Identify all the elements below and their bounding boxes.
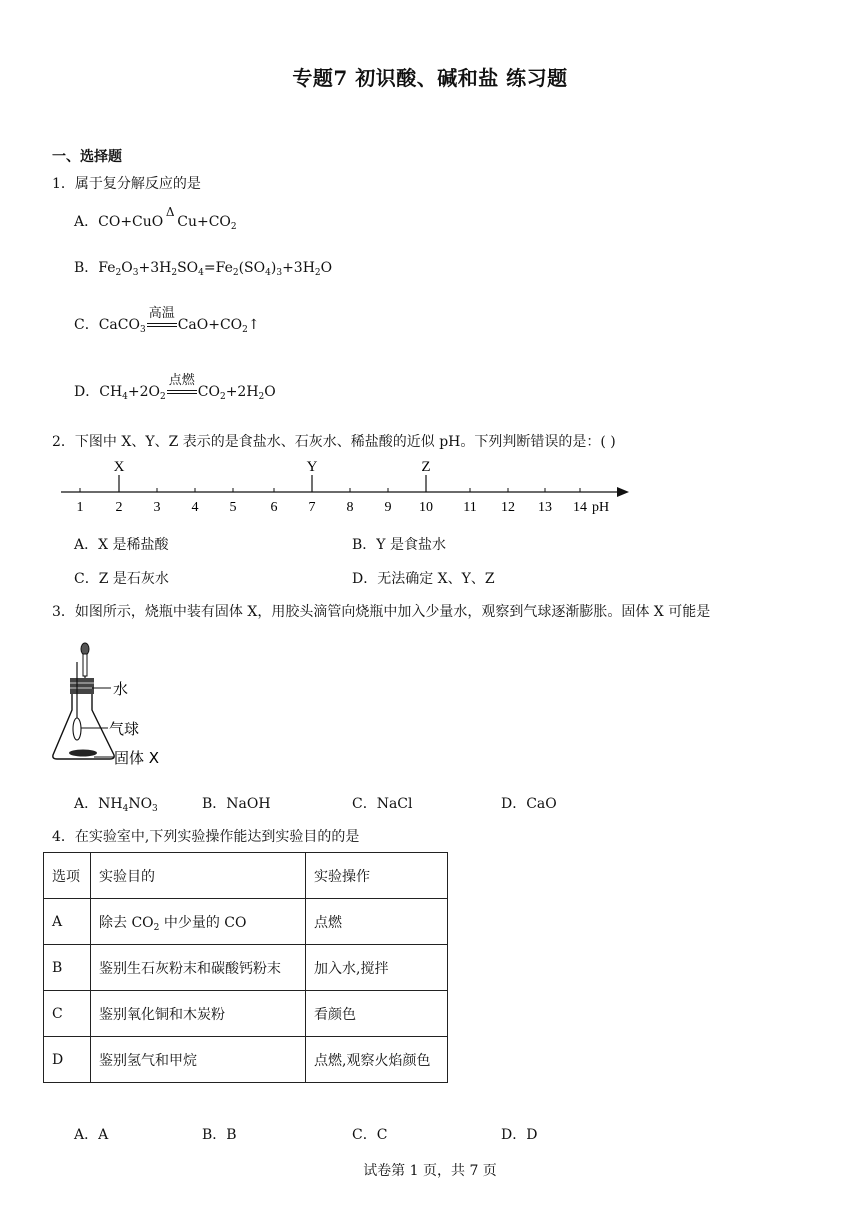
- subscript: 2: [258, 392, 265, 402]
- heat-symbol: Δ: [165, 205, 175, 219]
- subscript: 4: [265, 268, 271, 278]
- section-heading: 一、选择题: [52, 149, 122, 165]
- cell-operation: 加入水,搅拌: [306, 945, 448, 991]
- formula-part: +2H: [225, 384, 259, 400]
- q2-option-c[interactable]: C．Z 是石灰水: [74, 571, 169, 587]
- label-solid: 固体 X: [114, 749, 160, 767]
- ph-tick-label: 11: [463, 500, 477, 515]
- formula-part: CH: [99, 384, 123, 400]
- q1-option-a[interactable]: [74, 205, 237, 232]
- goal-text: 中少量的 CO: [159, 914, 247, 931]
- formula-part: NO: [128, 796, 153, 812]
- table-row: [44, 991, 448, 1037]
- condition-label: 点燃: [168, 373, 195, 388]
- subscript: 2: [242, 325, 248, 335]
- formula-part: A．NH: [74, 796, 123, 812]
- subscript: 3: [276, 268, 283, 278]
- formula-part: SO: [177, 260, 199, 276]
- subscript: 4: [198, 268, 204, 278]
- option-prefix: D．: [74, 384, 100, 400]
- table-row: [44, 1037, 448, 1083]
- subscript: 2: [219, 392, 226, 402]
- cell-option: A: [44, 899, 91, 945]
- cell-operation: 看颜色: [306, 991, 448, 1037]
- cell-goal: 鉴别氢气和甲烷: [91, 1037, 306, 1083]
- formula-part: +2O: [127, 384, 161, 400]
- question-4-stem: 4．在实验室中,下列实验操作能达到实验目的的是: [52, 829, 360, 845]
- label-water: 水: [113, 680, 129, 698]
- q1-option-c[interactable]: [74, 306, 260, 335]
- formula-part: +3H: [282, 260, 315, 276]
- equation-right: Cu+CO: [177, 214, 231, 230]
- heat-condition: [163, 205, 177, 229]
- table-header-row: [44, 853, 448, 899]
- ph-tick-label: 2: [115, 500, 123, 515]
- formula-part: ): [270, 260, 277, 276]
- reaction-condition: [167, 373, 197, 399]
- ph-tick-label: 3: [153, 500, 161, 515]
- option-prefix: B．: [74, 260, 99, 276]
- formula-part: O: [264, 384, 276, 400]
- ph-tick-label: 6: [270, 500, 278, 515]
- cell-operation: 点燃,观察火焰颜色: [306, 1037, 448, 1083]
- ph-tick-label: 13: [538, 500, 552, 515]
- ph-tick-label: 8: [346, 500, 354, 515]
- goal-text: 除去 CO: [99, 914, 154, 931]
- balloon-icon: [73, 718, 81, 740]
- subscript: 2: [171, 268, 178, 278]
- solid-x-icon: [69, 750, 97, 757]
- ph-tick-label: 10: [419, 500, 433, 515]
- cell-goal: 鉴别氧化铜和木炭粉: [91, 991, 306, 1037]
- header-goal: 实验目的: [91, 853, 306, 899]
- subscript: 3: [152, 804, 158, 814]
- ph-tick-label: 7: [308, 500, 316, 515]
- subscript: 2: [314, 268, 321, 278]
- formula-part: CO: [197, 384, 220, 400]
- q4-option-d[interactable]: D．D: [501, 1127, 538, 1143]
- gas-arrow-icon: ↑: [247, 317, 260, 333]
- ph-marker-label: X: [113, 459, 125, 475]
- formula-part: +3H: [138, 260, 172, 276]
- q1-option-b[interactable]: [74, 257, 332, 277]
- reaction-condition: [147, 306, 177, 332]
- cell-option: D: [44, 1037, 91, 1083]
- axis-arrow-icon: [617, 487, 629, 497]
- option-prefix: A．: [74, 214, 99, 230]
- equation-left: CO+CuO: [98, 214, 164, 230]
- ph-marker-label: Z: [421, 459, 431, 475]
- subscript: 2: [153, 922, 160, 933]
- ph-unit-label: pH: [592, 500, 610, 515]
- flask-apparatus-diagram: [48, 640, 168, 775]
- table-row: [44, 899, 448, 945]
- q2-option-d[interactable]: D．无法确定 X、Y、Z: [352, 571, 495, 587]
- ph-marker-label: Y: [306, 459, 318, 475]
- q3-option-d[interactable]: D．CaO: [501, 796, 557, 812]
- subscript: 2: [230, 222, 237, 232]
- formula-part: O: [121, 260, 133, 276]
- label-balloon: 气球: [109, 720, 140, 738]
- header-option: 选项: [44, 853, 91, 899]
- subscript: 4: [122, 392, 128, 402]
- q3-option-a[interactable]: [74, 793, 158, 813]
- equation-right: CaO+CO: [177, 317, 243, 333]
- flask-icon: [53, 694, 114, 759]
- q4-option-a[interactable]: A．A: [74, 1127, 109, 1143]
- q3-option-b[interactable]: B．NaOH: [202, 796, 271, 812]
- ph-tick-label: 5: [229, 500, 237, 515]
- subscript: 4: [122, 804, 129, 814]
- ph-tick-label: 4: [191, 500, 199, 515]
- subscript: 2: [232, 268, 239, 278]
- ph-tick-label: 14: [573, 500, 587, 515]
- subscript: 2: [160, 392, 166, 402]
- q4-option-b[interactable]: B．B: [202, 1127, 237, 1143]
- question-3-stem: 3．如图所示，烧瓶中装有固体 X，用胶头滴管向烧瓶中加入少量水，观察到气球逐渐膨胀。固体 X 可能是: [52, 604, 711, 620]
- question-2-stem: 2．下图中 X、Y、Z 表示的是食盐水、石灰水、稀盐酸的近似 pH。下列判断错误的是：( ): [52, 434, 616, 450]
- cell-operation: 点燃: [306, 899, 448, 945]
- cell-option: C: [44, 991, 91, 1037]
- formula-part: Fe: [98, 260, 116, 276]
- table-row: [44, 945, 448, 991]
- cell-option: B: [44, 945, 91, 991]
- q2-option-a[interactable]: A．X 是稀盐酸: [74, 537, 169, 553]
- formula-part: (SO: [238, 260, 266, 276]
- page-footer: 试卷第 1 页，共 7 页: [363, 1163, 497, 1179]
- subscript: 3: [139, 325, 146, 335]
- equation-left: CaCO: [98, 317, 140, 333]
- subscript: 3: [132, 268, 139, 278]
- q2-option-b[interactable]: B．Y 是食盐水: [352, 537, 446, 553]
- ph-tick-label: 1: [76, 500, 84, 515]
- ph-tick-label: 12: [501, 500, 515, 515]
- q4-option-c[interactable]: C．C: [352, 1127, 388, 1143]
- condition-label: 高温: [148, 306, 175, 321]
- stopper-icon: [70, 678, 94, 694]
- ph-scale-diagram: [55, 455, 635, 517]
- ph-tick-label: 9: [384, 500, 392, 515]
- formula-part: =Fe: [203, 260, 233, 276]
- subscript: 2: [115, 268, 122, 278]
- question-1-stem: 1．属于复分解反应的是: [52, 176, 201, 192]
- q3-option-c[interactable]: C．NaCl: [352, 796, 413, 812]
- cell-goal: [91, 899, 306, 945]
- header-operation: 实验操作: [306, 853, 448, 899]
- experiment-table: [43, 852, 448, 1083]
- q1-option-d[interactable]: [74, 373, 276, 402]
- cell-goal: 鉴别生石灰粉末和碳酸钙粉末: [91, 945, 306, 991]
- formula-part: O: [320, 260, 333, 276]
- page-title: 专题7 初识酸、碱和盐 练习题: [292, 66, 568, 90]
- option-prefix: C．: [74, 317, 99, 333]
